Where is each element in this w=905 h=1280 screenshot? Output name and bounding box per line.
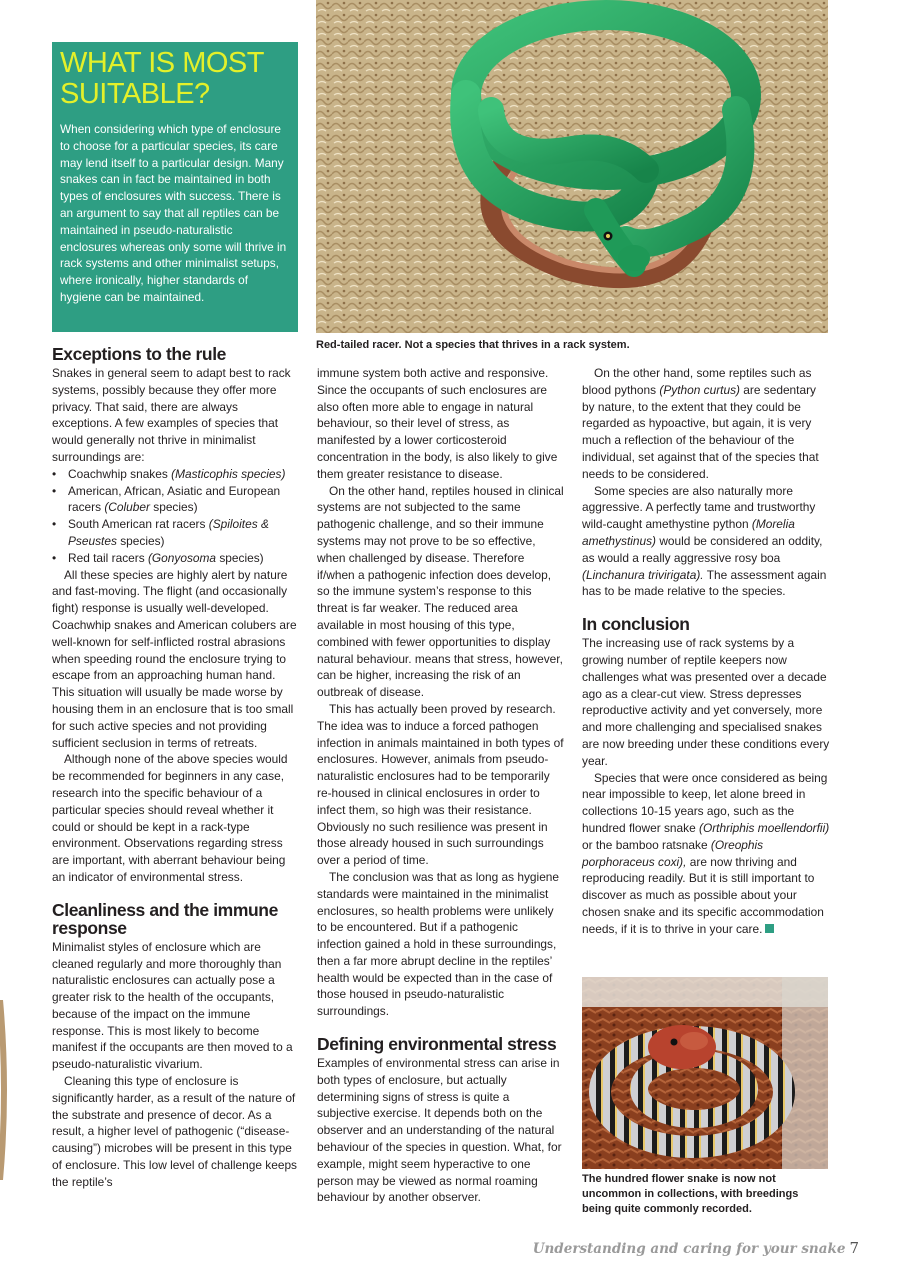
snake-green-image (316, 0, 828, 333)
footer-title: Understanding and caring for your snake (532, 1241, 846, 1257)
red-tailed-racer-photo (316, 0, 828, 333)
col1-para-3: Although none of the above species would be recommended for beginners in any case, research into the specific behaviour of a particular species should reveal whether it could or should be kept in a rack-type environment. Observations regarding stress are important, with aberrant behaviour being an indicator of environmental stress. (52, 752, 288, 884)
top-photo-caption: Red-tailed racer. Not a species that thrives in a rack system. (316, 339, 630, 351)
col3-para-2: Some species are also naturally more aggressive. A perfectly tame and trustworthy wild-caught amethystine python (Morelia amethystinus) would be considered an oddity, as would a really aggressive rosy boa (Linchanura trivirigata). The assessment again has to be made relative to the species. (582, 483, 827, 599)
heading-stress: Defining environmental stress (317, 1034, 557, 1055)
col1-para-5: Cleaning this type of enclosure is significantly harder, as a result of the nature of the substrate and presence of decor. As a result, a higher level of pathogenic (“disease-causing”) microbes will be present in this type of enclosure. This low level of challenge keeps the reptile’s (52, 1074, 298, 1189)
column-3 (582, 365, 830, 938)
column-1 (52, 343, 298, 1191)
col2-para-1: immune system both active and responsive. Since the occupants of such enclosures are also often more able to engage in natural behaviour, so their level of stress, as manifested by a lower corticosteroid concentration in the body, is also likely to give them greater resistance to disease. (317, 366, 558, 481)
snake-banded-image (582, 977, 828, 1169)
hundred-flower-snake-photo (582, 977, 828, 1169)
sidebar-box (52, 42, 298, 332)
heading-cleanliness: Cleanliness and the immune response (52, 899, 278, 938)
column-2 (317, 365, 565, 1206)
heading-conclusion: In conclusion (582, 614, 690, 635)
page-footer (533, 1239, 859, 1257)
bullet-item: • Coachwhip snakes (Masticophis species) (52, 466, 286, 481)
heading-exceptions: Exceptions to the rule (52, 344, 227, 364)
col3-para-4: Species that were once considered as being near impossible to keep, let alone breed in collections 10-15 years ago, such as the hundred flower snake (Orthriphis moellendorfii) or the bamboo ratsnake (Oreophis porphoraceus coxi), are now thriving and reproducing readily. But it is still important to discover as much as possible about your chosen snake and its specific accommodation needs, if it is to thrive in your care. (582, 770, 830, 936)
edge-decoration (0, 1000, 8, 1180)
sidebar-title: WHAT IS MOST SUITABLE? (60, 47, 264, 110)
bullet-item: • American, African, Asiatic and European racers (Coluber species) (52, 483, 281, 515)
page-number: 7 (849, 1239, 859, 1257)
col1-para-4: Minimalist styles of enclosure which are cleaned regularly and more thoroughly than naturalistic enclosures can actually pose a greater risk to the health of the occupants, because of the impact on the immune response. This is most likely to become manifest if the occupants are then moved to a pseudo-naturalistic vivarium. (52, 939, 293, 1072)
col2-para-3: This has actually been proved by research. The idea was to induce a forced pathogen infection in animals maintained in both types of enclosures. However, animals from pseudo-naturalistic enclosures had to be temporarily re-housed in clinical enclosures in order to infect them, so high was their resistance. Obviously no such resilience was present in those already housed in such surroundings over a period of time. (317, 701, 564, 868)
bullet-item: • Red tail racers (Gonyosoma species) (52, 550, 264, 565)
end-mark-icon (765, 924, 774, 933)
col2-para-2: On the other hand, reptiles housed in clinical systems are not subjected to the same pathogenic challenge, and so their immune systems may not prove to be so effective, when challenged by disease. Therefore if/when a pathogenic infection does develop, so the immune system’s response to this threat is far weaker. The reduced area available in most housing of this type, combined with fewer opportunities to display natural behaviour. means that stress, however, can be higher, increasing the risk of an outbreak of disease. (317, 483, 564, 700)
col3-para-1: On the other hand, some reptiles such as blood pythons (Python curtus) are sedentary by nature, to the extent that they could be regarded as hypoactive, but again, it is very much a reflection of the behaviour of the individual, set against that of the species that needs to be considered. (582, 366, 819, 481)
bottom-photo-caption: The hundred flower snake is now not uncommon in collections, with breedings being quite commonly recorded. (582, 1173, 799, 1215)
bullet-item: • South American rat racers (Spiloites & Pseustes species) (52, 517, 269, 548)
col2-para-4: The conclusion was that as long as hygiene standards were maintained in the minimalist enclosures, so health problems were unlikely to be encountered. But if a pathogenic infection gained a hold in these surroundings, then a far more abrupt decline in the reptiles’ health would be expected than in the case of those housed in pseudo-naturalistic surroundings. (317, 869, 560, 1019)
col1-para-1: Snakes in general seem to adapt best to rack systems, possibly because they offer more privacy. That said, there are always exceptions. A few examples of species that would generally not thrive in minimalist surroundings are: (52, 366, 291, 464)
col2-para-5: Examples of environmental stress can arise in both types of enclosure, but actually determining signs of stress is quite a subjective exercise. It depends both on the observer and an understanding of the natural behaviour of the species in question. What, for example, might seem hyperactive to one person may be viewed as normal roaming behaviour by another observer. (317, 1056, 562, 1205)
sidebar-text: When considering which type of enclosure to choose for a particular species, its care may lend itself to a particular design. Many snakes can in fact be maintained in both types of enclosures with success. There is an argument to say that all reptiles can be maintained in pseudo-naturalistic enclosures whereas only some will thrive in rack systems and other minimalist setups, where ironically, higher standards of hygiene can be maintained. (60, 122, 287, 304)
col3-para-3: The increasing use of rack systems by a growing number of reptile keepers now challenges what was presented over a decade ago as a clear-cut view. Stress depresses reproductive activity and yet conversely, more and more challenging and specialised snakes are now breeding under these conditions every year. (582, 636, 830, 768)
col1-para-2: All these species are highly alert by nature and fast-moving. The flight (and occasionally fight) response is usually well-developed. Coachwhip snakes and American colubers are well-known for self-inflicted rostral abrasions when speeding round the enclosure trying to escape from an approaching human hand. This situation will usually be made worse by housing them in an enclosure that is too small for such active species and not providing sufficient seclusion in terms of retreats. (52, 567, 297, 750)
